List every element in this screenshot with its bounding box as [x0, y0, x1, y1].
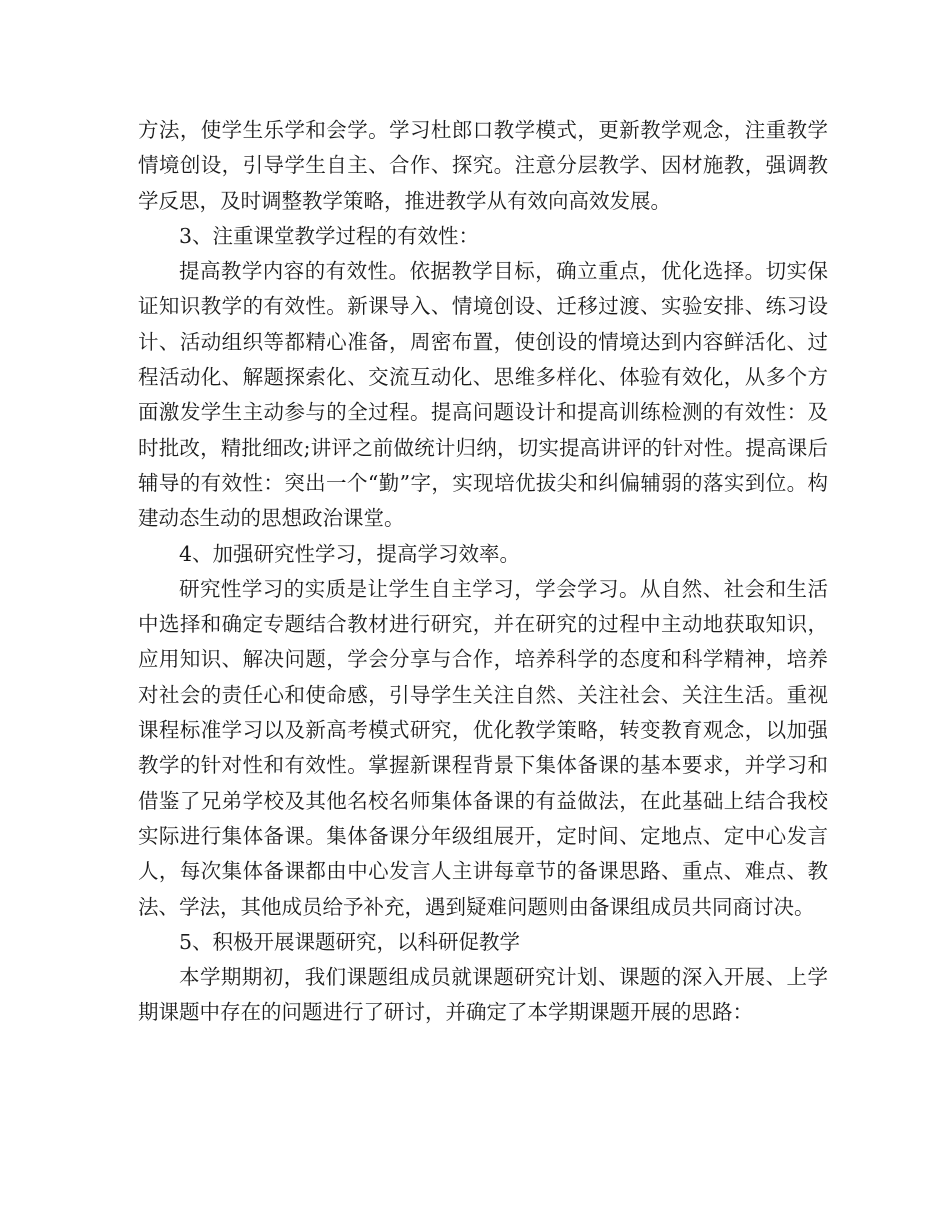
- section-heading-4: 4、加强研究性学习，提高学习效率。: [179, 541, 521, 566]
- section-heading-5: 5、积极开展课题研究，以科研促教学: [179, 929, 521, 954]
- paragraph-research-project: 本学期期初，我们课题组成员就课题研究计划、课题的深入开展、上学期课题中存在的问题进行了研讨，并确定了本学期课题开展的思路：: [138, 965, 828, 1025]
- section-heading-3: 3、注重课堂教学过程的有效性：: [179, 223, 480, 248]
- paragraph-teaching-methods: 方法，使学生乐学和会学。学习杜郎口教学模式，更新教学观念，注重教学情境创设，引导学生自主、合作、探究。注意分层教学、因材施教，强调教学反思，及时调整教学策略，推进教学从有效向高效发展。: [138, 118, 828, 213]
- paragraph-teaching-effectiveness: 提高教学内容的有效性。依据教学目标，确立重点，优化选择。切实保证知识教学的有效性。新课导入、情境创设、迁移过渡、实验安排、练习设计、活动组织等都精心准备，周密布置，使创设的情境达到内容鲜活化、过程活动化、解题探索化、交流互动化、思维多样化、体验有效化，从多个方面激发学生主动参与的全过程。提高问题设计和提高训练检测的有效性：及时批改，精批细改;讲评之前做统计归纳，切实提高讲评的针对性。提高课后辅导的有效性：突出一个“勤”字，实现培优拔尖和纠偏辅弱的落实到位。构建动态生动的思想政治课堂。: [138, 259, 828, 531]
- document-body: [138, 113, 828, 1031]
- paragraph-research-learning: 研究性学习的实质是让学生自主学习，学会学习。从自然、社会和生活中选择和确定专题结合教材进行研究，并在研究的过程中主动地获取知识，应用知识、解决问题，学会分享与合作，培养科学的态度和科学精神，培养对社会的责任心和使命感，引导学生关注自然、关注社会、关注生活。重视课程标准学习以及新高考模式研究，优化教学策略，转变教育观念，以加强教学的针对性和有效性。掌握新课程背景下集体备课的基本要求，并学习和借鉴了兄弟学校及其他名校名师集体备课的有益做法，在此基础上结合我校实际进行集体备课。集体备课分年级组展开，定时间、定地点、定中心发言人，每次集体备课都由中心发言人主讲每章节的备课思路、重点、难点、教法、学法，其他成员给予补充，遇到疑难问题则由备课组成员共同商讨决。: [138, 576, 828, 919]
